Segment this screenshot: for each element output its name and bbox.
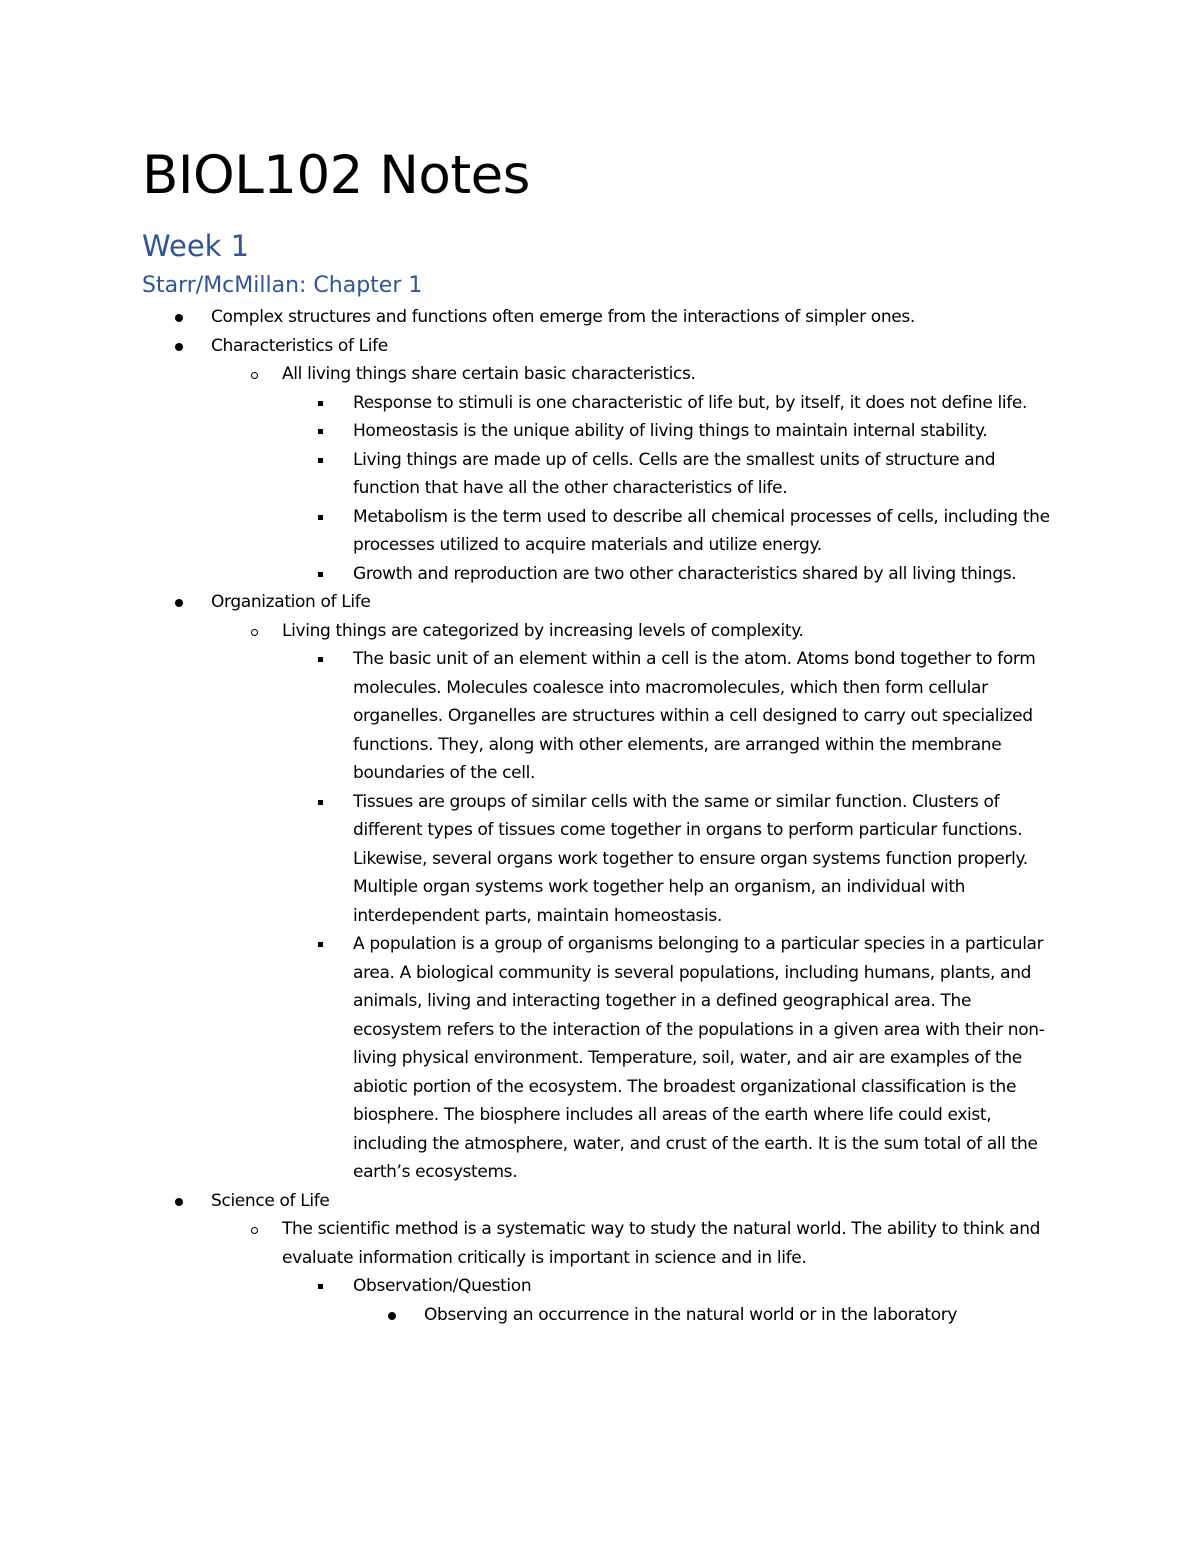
list-item-text: A population is a group of organisms belonging to a particular species in a particular area. A biological community is several populations, including humans, plants, and animals, living and interacting together in a defined geographical area. The ecosystem refers to the interaction of the populations in a given area with their non-living physical environment. Temperature, soil, water, and air are examples of the abiotic portion of the ecosystem. The broadest organizational classification is the biosphere. The biosphere includes all areas of the earth where life could exist, including the atmosphere, water, and crust of the earth. It is the sum total of all the earth’s ecosystems. xyxy=(353,934,1045,1182)
square-bullet-icon xyxy=(318,572,323,577)
list-item-text: Characteristics of Life xyxy=(211,335,388,356)
list-item xyxy=(353,446,1058,503)
list-item xyxy=(353,417,1058,446)
disc-bullet-icon xyxy=(175,343,183,351)
square-bullet-icon xyxy=(318,429,323,434)
square-bullet-icon xyxy=(318,515,323,520)
list-item-text: Tissues are groups of similar cells with the same or similar function. Clusters of different types of tissues come together in organs to perform particular functions. Likewise, several organs work together to ensure organ systems function properly. Multiple organ systems work together help an organism, an individual with interdependent parts, maintain homeostasis. xyxy=(353,791,1028,926)
list-item xyxy=(353,560,1058,589)
list-item xyxy=(353,503,1058,560)
list-item-text: The basic unit of an element within a cell is the atom. Atoms bond together to form molecules. Molecules coalesce into macromolecules, which then form cellular organelles. Organelles are structures within a cell designed to carry out specialized functions. They, along with other elements, are arranged within the membrane boundaries of the cell. xyxy=(353,649,1036,783)
list-item xyxy=(211,1187,1061,1216)
list-item xyxy=(282,1215,1062,1272)
heading-chapter: Starr/McMillan: Chapter 1 xyxy=(142,273,423,298)
list-item-text: Growth and reproduction are two other characteristics shared by all living things. xyxy=(353,563,1017,584)
list-item xyxy=(211,588,1061,617)
list-item xyxy=(353,930,1058,1187)
list-item xyxy=(353,788,1058,931)
list-item-text: Living things are categorized by increasing levels of complexity. xyxy=(282,620,804,641)
circle-bullet-icon xyxy=(251,629,258,636)
document-title: BIOL102 Notes xyxy=(142,145,530,206)
list-item-text: Science of Life xyxy=(211,1190,330,1211)
square-bullet-icon xyxy=(318,401,323,406)
disc-bullet-icon xyxy=(175,599,183,607)
list-item xyxy=(353,389,1058,418)
notes-list xyxy=(0,303,1200,1329)
circle-bullet-icon xyxy=(251,372,258,379)
list-item-text: Observing an occurrence in the natural world or in the laboratory xyxy=(424,1304,958,1325)
disc-bullet-icon xyxy=(175,314,183,322)
list-item xyxy=(282,617,1062,646)
list-item xyxy=(353,1272,1058,1301)
heading-week: Week 1 xyxy=(142,229,250,263)
list-item-text: Observation/Question xyxy=(353,1276,532,1296)
list-item xyxy=(211,332,1061,361)
list-item-text: Living things are made up of cells. Cells are the smallest units of structure and function that have all the other characteristics of life. xyxy=(353,449,996,498)
list-item xyxy=(211,303,1061,332)
list-item-text: All living things share certain basic characteristics. xyxy=(282,364,696,384)
list-item-text: Metabolism is the term used to describe all chemical processes of cells, including the processes utilized to acquire materials and utilize energy. xyxy=(353,506,1050,555)
list-item xyxy=(424,1301,1064,1330)
list-item-text: Organization of Life xyxy=(211,592,371,612)
list-item-text: The scientific method is a systematic way to study the natural world. The ability to think and evaluate information critically is important in science and in life. xyxy=(282,1219,1041,1268)
square-bullet-icon xyxy=(318,800,323,805)
square-bullet-icon xyxy=(318,1284,323,1289)
disc-bullet-icon xyxy=(175,1198,183,1206)
list-item-text: Complex structures and functions often emerge from the interactions of simpler ones. xyxy=(211,307,915,327)
list-item xyxy=(353,645,1058,788)
square-bullet-icon xyxy=(318,458,323,463)
list-item xyxy=(282,360,1062,389)
square-bullet-icon xyxy=(318,657,323,662)
square-bullet-icon xyxy=(318,942,323,947)
disc-bullet-icon xyxy=(388,1312,396,1320)
circle-bullet-icon xyxy=(251,1227,258,1234)
list-item-text: Homeostasis is the unique ability of living things to maintain internal stability. xyxy=(353,421,988,441)
list-item-text: Response to stimuli is one characteristic of life but, by itself, it does not define life. xyxy=(353,392,1028,413)
